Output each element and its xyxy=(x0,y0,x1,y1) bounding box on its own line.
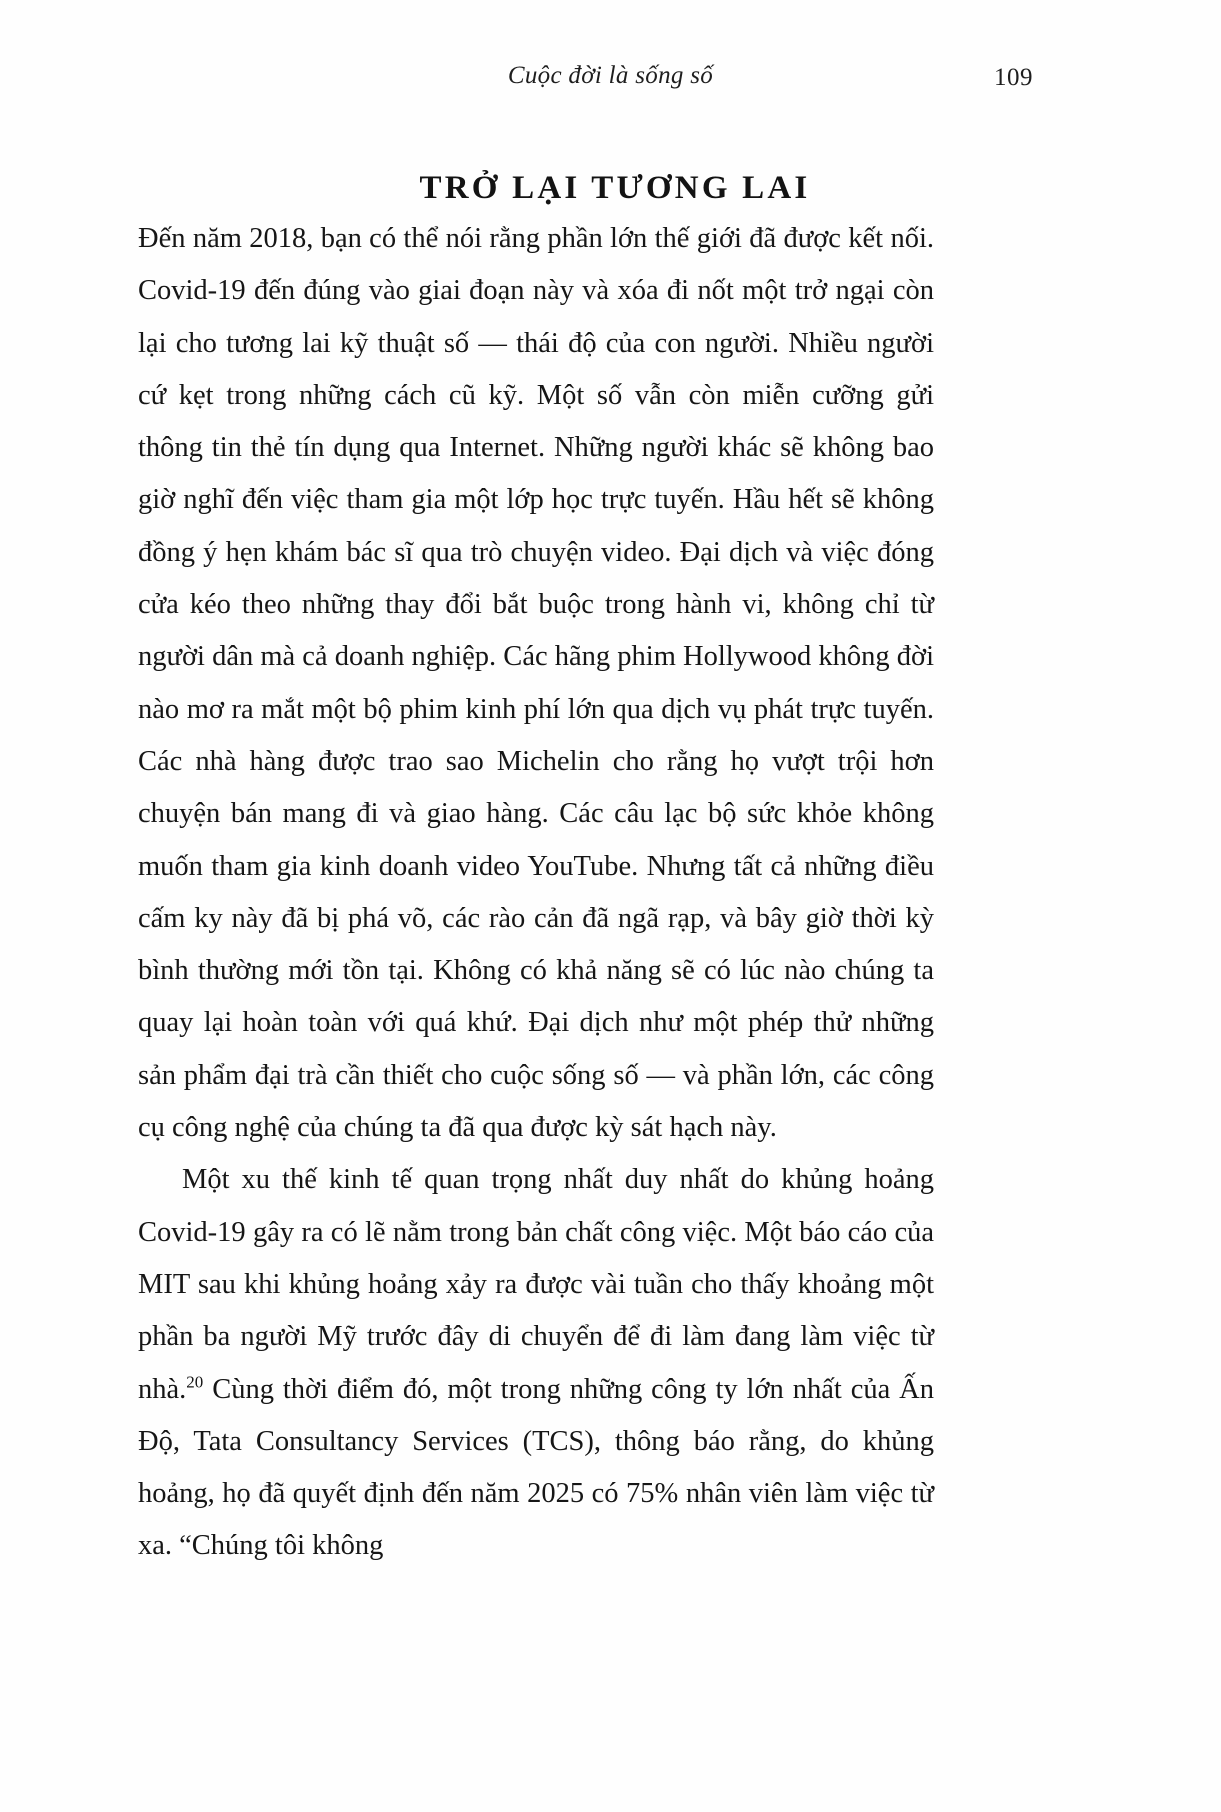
running-head-book-title: Cuộc đời là sống số xyxy=(507,62,714,89)
body-text xyxy=(138,213,934,1573)
paragraph-1: Đến năm 2018, bạn có thể nói rằng phần lớn thế giới đã được kết nối. Covid-19 đến đúng vào giai đoạn này và xóa đi nốt một trở ngại còn lại cho tương lai kỹ thuật số — thái độ của con người. Nhiều người cứ kẹt trong những cách cũ kỹ. Một số vẫn còn miễn cưỡng gửi thông tin thẻ tín dụng qua Internet. Những người khác sẽ không bao giờ nghĩ đến việc tham gia một lớp học trực tuyến. Hầu hết sẽ không đồng ý hẹn khám bác sĩ qua trò chuyện video. Đại dịch và việc đóng cửa kéo theo những thay đổi bắt buộc trong hành vi, không chỉ từ người dân mà cả doanh nghiệp. Các hãng phim Hollywood không đời nào mơ ra mắt một bộ phim kinh phí lớn qua dịch vụ phát trực tuyến. Các nhà hàng được trao sao Michelin cho rằng họ vượt trội hơn chuyện bán mang đi và giao hàng. Các câu lạc bộ sức khỏe không muốn tham gia kinh doanh video YouTube. Nhưng tất cả những điều cấm ky này đã bị phá võ, các rào cản đã ngã rạp, và bây giờ thời kỳ bình thường mới tồn tại. Không có khả năng sẽ có lúc nào chúng ta quay lại hoàn toàn với quá khứ. Đại dịch như một phép thử những sản phẩm đại trà cần thiết cho cuộc sống số — và phần lớn, các công cụ công nghệ của chúng ta đã qua được kỳ sát hạch này. xyxy=(138,223,934,1144)
page-number: 109 xyxy=(994,64,1033,91)
footnote-marker: 20 xyxy=(186,1372,204,1392)
running-head xyxy=(150,62,1071,96)
paragraph-2-text-before-footnote: Một xu thế kinh tế quan trọng nhất duy nhất do khủng hoảng Covid-19 gây ra có lẽ nằm trong bản chất công việc. Một báo cáo của MIT sau khi khủng hoảng xảy ra được vài tuần cho thấy khoảng một phần ba người Mỹ trước đây di chuyển để đi làm đang làm việc từ nhà. xyxy=(138,1164,934,1405)
chapter-title: TRỞ LẠI TƯƠNG LAI xyxy=(419,170,811,207)
paragraph-2-text-after-footnote: Cùng thời điểm đó, một trong những công ty lớn nhất của Ấn Độ, Tata Consultancy Services (TCS), thông báo rằng, do khủng hoảng, họ đã quyết định đến năm 2025 có 75% nhân viên làm việc từ xa. “Chúng tôi không xyxy=(138,1373,934,1562)
paragraph-2 xyxy=(138,1154,934,1572)
